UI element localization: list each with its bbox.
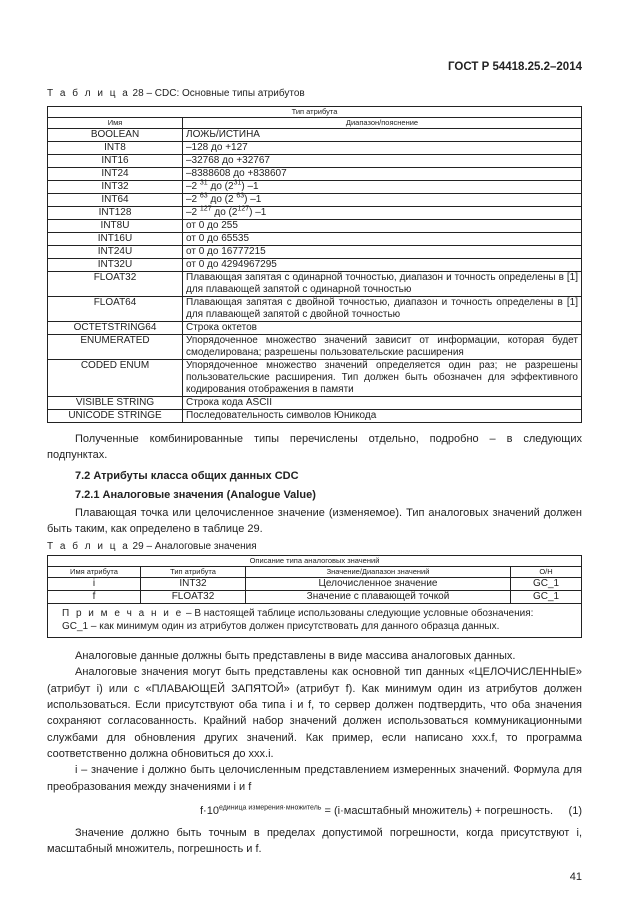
type-name-cell: INT24U	[48, 246, 183, 259]
type-description-cell	[183, 194, 582, 207]
table-row	[48, 129, 582, 142]
table-row	[48, 246, 582, 259]
table-row	[48, 142, 582, 155]
range-text: до (2	[207, 181, 234, 192]
type-description-cell: Плавающая запятая с одинарной точностью, диапазон и точность определены в [1] для плавающей запятой с одинарной точностью	[183, 272, 582, 297]
cell: GC_1	[511, 591, 582, 604]
formula-line	[47, 803, 582, 819]
type-name-cell: INT32	[48, 181, 183, 194]
type-description-cell: –128 до +127	[183, 142, 582, 155]
formula-base: f·10	[200, 804, 219, 817]
table-row	[48, 220, 582, 233]
note-text: – В настоящей таблице использованы следующие условные обозначения:	[183, 608, 534, 620]
table-row	[48, 578, 582, 591]
type-description-cell: Упорядоченное множество значений зависит от информации, которая будет смоделирована; разрешены пользовательские расширения	[183, 335, 582, 360]
type-description-cell	[183, 181, 582, 194]
range-text: до (2	[211, 207, 238, 218]
caption-prefix: Т а б л и ц а	[47, 88, 130, 99]
paragraph	[47, 648, 582, 664]
cell: FLOAT32	[141, 591, 246, 604]
table-row	[48, 233, 582, 246]
type-description-cell: Последовательность символов Юникода	[183, 410, 582, 423]
paragraph	[47, 431, 582, 464]
type-name-cell: OCTETSTRING64	[48, 322, 183, 335]
type-description-cell: Упорядоченное множество значений определяется один раз; не разрешены пользовательские расширения. Тип должен быть обозначен для эффективного кодирования отображения в памяти	[183, 360, 582, 397]
exponent: 63	[199, 192, 208, 200]
type-description-cell	[183, 207, 582, 220]
section-heading: 7.2 Атрибуты класса общих данных CDC	[75, 469, 299, 482]
exponent: 127	[199, 205, 212, 213]
paragraph-text: Плавающая точка или целочисленное значение (изменяемое). Тип аналоговых значений должен быть таким, как определено в таблице 29.	[47, 506, 582, 535]
table-row	[48, 155, 582, 168]
table-row	[48, 335, 582, 360]
type-description-cell: от 0 до 16777215	[183, 246, 582, 259]
table-row	[48, 397, 582, 410]
type-name-cell: INT64	[48, 194, 183, 207]
type-name-cell: INT24	[48, 168, 183, 181]
table-28-caption	[47, 88, 582, 100]
type-description-cell: Строка кода ASCII	[183, 397, 582, 410]
column-header: Имя атрибута	[48, 567, 141, 578]
paragraph-text: i – значение i должно быть целочисленным представлением измеренных значений. Формула для преобразования между значениями i и f	[47, 764, 582, 793]
type-name-cell: VISIBLE STRING	[48, 397, 183, 410]
range-text: ) –1	[244, 194, 262, 205]
paragraph-text: Аналоговые данные должны быть представлены в виде массива аналоговых данных.	[75, 650, 516, 663]
cell: INT32	[141, 578, 246, 591]
subsection-heading: 7.2.1 Аналоговые значения (Analogue Value)	[75, 488, 316, 501]
type-name-cell: FLOAT64	[48, 297, 183, 322]
type-name-cell: FLOAT32	[48, 272, 183, 297]
table-row	[48, 297, 582, 322]
table-row	[48, 168, 582, 181]
type-name-cell: BOOLEAN	[48, 129, 183, 142]
type-description-cell: Строка октетов	[183, 322, 582, 335]
exponent: 31	[199, 179, 208, 187]
range-text: ) –1	[241, 181, 259, 192]
formula-exponent: единица измерения·множитель	[218, 804, 322, 812]
equation-number: (1)	[568, 804, 582, 817]
type-name-cell: INT16U	[48, 233, 183, 246]
formula	[200, 803, 553, 819]
exponent: 127	[237, 205, 250, 213]
paragraph-text: Аналоговые значения могут быть представлены как основной тип данных «ЦЕЛОЧИСЛЕННЫЕ» (атрибут i) или с «ПЛАВАЮЩЕЙ ЗАПЯТОЙ» (атрибут f). Как минимум один из атрибутов должен использоваться. Если присутствуют оба типа i и f, то сервер должен подтвердить, что оба значения сохраняют согласованность. Крайний набор значений должен использоваться коммуникационными службами для обновления других значений. Как пример, если написано xxx.f, то программа соответственно должна обновиться до xxx.i.	[47, 666, 582, 760]
column-header: Тип атрибута	[141, 567, 246, 578]
paragraph	[47, 762, 582, 795]
paragraph-text: Значение должно быть точным в пределах допустимой погрешности, когда присутствуют i, масштабный множитель, погрешность и f.	[47, 826, 582, 856]
exponent: 63	[236, 192, 245, 200]
type-description-cell: ЛОЖЬ/ИСТИНА	[183, 129, 582, 142]
table-row	[48, 272, 582, 297]
type-name-cell: CODED ENUM	[48, 360, 183, 397]
table-row	[48, 194, 582, 207]
column-header: О/Н	[511, 567, 582, 578]
note-label: П р и м е ч а н и е	[62, 608, 184, 620]
type-name-cell: INT128	[48, 207, 183, 220]
caption-text: 29 – Аналоговые значения	[129, 541, 257, 553]
range-text: ) –1	[249, 207, 267, 218]
caption-text: 28 – CDC: Основные типы атрибутов	[129, 88, 305, 99]
formula-rest: = (i·масштабный множитель) + погрешность.	[321, 804, 554, 817]
group-header: Описание типа аналоговых значений	[48, 556, 582, 567]
cell: Целочисленное значение	[246, 578, 511, 591]
range-text: до (2	[207, 194, 237, 205]
type-name-cell: INT8	[48, 142, 183, 155]
cell: f	[48, 591, 141, 604]
table-row	[48, 410, 582, 423]
type-name-cell: INT32U	[48, 259, 183, 272]
cell: GC_1	[511, 578, 582, 591]
table-row	[48, 591, 582, 604]
type-description-cell: от 0 до 4294967295	[183, 259, 582, 272]
type-description-cell: Плавающая запятая с двойной точностью, диапазон и точность определены в [1] для плавающей запятой с двойной точностью	[183, 297, 582, 322]
type-name-cell: INT16	[48, 155, 183, 168]
type-description-cell: –8388608 до +838607	[183, 168, 582, 181]
type-description-cell: от 0 до 65535	[183, 233, 582, 246]
note-text: GC_1 – как минимум один из атрибутов должен присутствовать для данного образца данных.	[62, 620, 500, 632]
type-name-cell: INT8U	[48, 220, 183, 233]
cell: Значение с плавающей точкой	[246, 591, 511, 604]
type-name-cell: ENUMERATED	[48, 335, 183, 360]
table-row	[48, 181, 582, 194]
table-row	[48, 259, 582, 272]
range-text: –2	[186, 194, 200, 205]
paragraph	[47, 664, 582, 762]
table-row	[48, 207, 582, 220]
range-text: –2	[186, 207, 200, 218]
paragraph	[47, 825, 582, 858]
type-description-cell: –32768 до +32767	[183, 155, 582, 168]
table-29-caption	[47, 541, 582, 553]
group-header: Тип атрибута	[48, 107, 582, 118]
table-note	[48, 604, 582, 638]
body-paragraphs	[47, 648, 582, 795]
caption-prefix: Т а б л и ц а	[47, 541, 130, 553]
page-number: 41	[569, 871, 582, 884]
range-text: –2	[186, 181, 200, 192]
type-name-cell: UNICODE STRINGE	[48, 410, 183, 423]
table-row	[48, 360, 582, 397]
column-header: Имя	[48, 118, 183, 129]
paragraph-text: Полученные комбинированные типы перечислены отдельно, подробно – в следующих подпунктах.	[47, 433, 582, 462]
column-header: Диапазон/пояснение	[183, 118, 582, 129]
column-header: Значение/Диапазон значений	[246, 567, 511, 578]
table-28	[47, 106, 582, 423]
table-row	[48, 322, 582, 335]
document-header: ГОСТ Р 54418.25.2–2014	[448, 61, 582, 73]
exponent: 31	[233, 179, 242, 187]
cell: i	[48, 578, 141, 591]
paragraph	[47, 505, 582, 538]
type-description-cell: от 0 до 255	[183, 220, 582, 233]
table-29	[47, 555, 582, 638]
